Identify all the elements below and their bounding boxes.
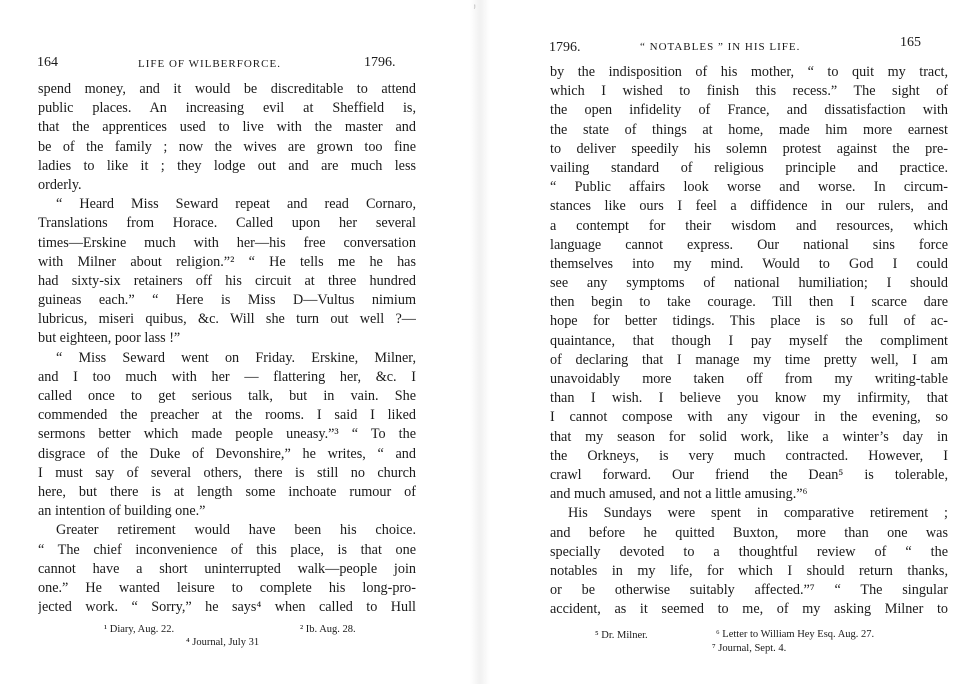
left-page-text xyxy=(38,80,416,617)
right-page-header xyxy=(490,35,980,58)
text-line: vailing standard of religious principle and practice. xyxy=(550,159,948,176)
text-line: Translations from Horace. Called upon her several xyxy=(38,215,416,232)
text-line: lubricus, miseri quibus, &c. Will she turn out well ?— xyxy=(38,311,416,328)
text-line: Greater retirement would have been his choice. xyxy=(56,522,416,539)
text-line: crawl forward. Our friend the Dean⁵ is tolerable, xyxy=(550,466,948,483)
text-line: that the apprentices used to live with the master and xyxy=(38,119,416,136)
text-line: see any symptoms of national humiliation; I should xyxy=(550,275,948,292)
text-line: themselves into my mind. Would to God I could xyxy=(550,255,948,272)
text-line: stances like ours I feel a diffidence in our rulers, and xyxy=(550,198,948,215)
text-line: by the indisposition of his mother, “ to quit my tract, xyxy=(550,64,948,80)
left-footnote-2: ² Ib. Aug. 28. xyxy=(300,624,356,635)
text-line: and before he quitted Buxton, more than one was xyxy=(550,524,948,541)
text-line: jected work. “ Sorry,” he says⁴ when called to Hull xyxy=(38,599,416,616)
text-line: a contempt for their wisdom and resources, which xyxy=(550,217,948,234)
text-line: here, but there is at length some inchoate rumour of xyxy=(38,483,416,500)
text-line: that my season for solid work, like a winter’s day in xyxy=(550,428,948,445)
text-line: language cannot express. Our national sins force xyxy=(550,236,948,253)
text-line: guineas each.” “ Here is Miss D—Vultus nimium xyxy=(38,292,416,309)
text-line: times—Erskine much with her—his free conversation xyxy=(38,234,416,251)
text-line: hope for better tidings. This place is so full of ac- xyxy=(550,313,948,330)
right-footnote-1: ⁵ Dr. Milner. xyxy=(595,630,648,641)
text-line: quaintance, that though I pay myself the compliment xyxy=(550,332,948,349)
book-gutter xyxy=(470,0,490,684)
text-line: orderly. xyxy=(38,176,82,193)
text-line: to deliver speedily his solemn protest against the pre- xyxy=(550,140,948,157)
text-line: cannot have a short uninterrupted walk—people join xyxy=(38,560,416,577)
text-line: unavoidably more taken off from my writing-table xyxy=(550,371,948,387)
text-line: sermons better which made people uneasy.”³ “ To the xyxy=(38,426,416,443)
text-line: I must say of several others, there is still no church xyxy=(38,464,416,481)
text-line: which I wished to finish this recess.” The sight of xyxy=(550,83,948,100)
left-footnote-3: ⁴ Journal, July 31 xyxy=(186,637,260,648)
right-footnote-3: ⁷ Journal, Sept. 4. xyxy=(712,643,787,654)
text-line: of declaring that I manage my time pretty well, I am xyxy=(550,351,948,368)
text-line: the open infidelity of France, and dissatisfaction with xyxy=(550,102,948,119)
left-running-title: LIFE OF WILBERFORCE. xyxy=(138,58,281,70)
text-line: His Sundays were spent in comparative retirement ; xyxy=(568,505,948,522)
text-line: or be otherwise suitably affected.”⁷ “ The singular xyxy=(550,582,948,599)
text-line: but eighteen, poor lass !” xyxy=(38,330,181,347)
text-line: spend money, and it would be discreditable to attend xyxy=(38,81,416,97)
left-page-header xyxy=(0,55,470,75)
left-footnote-1: ¹ Diary, Aug. 22. xyxy=(104,624,175,635)
text-line: I cannot compose with any vigour in the evening, so xyxy=(550,409,948,426)
right-page-text xyxy=(550,63,948,619)
text-line: be of the family ; now the wives are grown too fine xyxy=(38,138,416,155)
left-page-year: 1796. xyxy=(364,55,396,70)
text-line: accident, as it seemed to me, of my asking Milner to xyxy=(550,601,948,618)
right-page-number: 165 xyxy=(900,35,921,50)
text-line: disgrace of the Duke of Devonshire,” he writes, “ and xyxy=(38,445,416,462)
text-line: “ Public affairs look worse and worse. In circum- xyxy=(550,179,948,196)
text-line: then begin to take courage. Till then I scarce dare xyxy=(550,294,948,311)
text-line: one.” He wanted leisure to complete his long-pro- xyxy=(38,579,416,596)
text-line: public places. An increasing evil at Sheffield is, xyxy=(38,100,416,117)
left-page xyxy=(0,0,470,684)
text-line: specially devoted to a thoughtful review of “ the xyxy=(550,543,948,560)
text-line: the Orkneys, is very much contracted. However, I xyxy=(550,447,948,464)
right-running-title: “ NOTABLES ” IN HIS LIFE. xyxy=(640,41,801,53)
text-line: “ Heard Miss Seward repeat and read Cornaro, xyxy=(56,196,416,213)
text-line: an intention of building one.” xyxy=(38,503,206,520)
text-line: notables in my life, for which I should return thanks, xyxy=(550,562,948,579)
gutter-mark: ʲ xyxy=(474,2,476,12)
text-line: the state of things at home, made him more earnest xyxy=(550,121,948,138)
text-line: commended the preacher at the rooms. I said I liked xyxy=(38,407,416,424)
text-line: “ The chief inconvenience of this place, is that one xyxy=(38,541,416,558)
left-page-number: 164 xyxy=(37,55,58,70)
text-line: had sixty-six retainers off his circuit at three hundred xyxy=(38,272,416,289)
text-line: “ Miss Seward went on Friday. Erskine, Milner, xyxy=(56,349,416,366)
text-line: than I wish. I believe you know my infirmity, that xyxy=(550,390,948,407)
right-footnote-2: ⁶ Letter to William Hey Esq. Aug. 27. xyxy=(716,629,875,640)
text-line: ladies to like it ; they lodge out and are much less xyxy=(38,157,416,174)
text-line: and I too much with her — flattering her, &c. I xyxy=(38,368,416,385)
text-line: with Milner about religion.”² “ He tells me he has xyxy=(38,253,416,270)
text-line: and much amused, and not a little amusing.”⁶ xyxy=(550,486,808,503)
text-line: called once to get serious talk, but in vain. She xyxy=(38,388,416,404)
right-page-year: 1796. xyxy=(549,40,581,55)
right-page xyxy=(490,0,980,684)
